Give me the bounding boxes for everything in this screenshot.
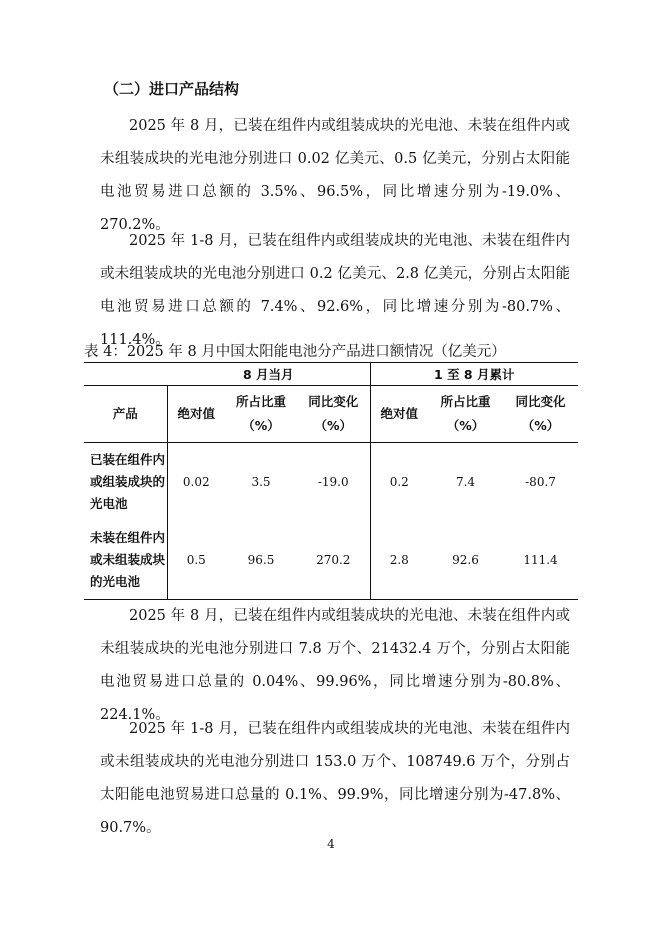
- header-month: 8 月当月: [167, 363, 370, 386]
- month-share-cell: 3.5: [251, 475, 271, 489]
- ytd-share-cell: 7.4: [455, 475, 476, 489]
- header-month-share-label: 所占比重: [235, 394, 286, 409]
- table-column-header-row: [84, 386, 578, 443]
- product-name-cell: 已装在组件内或组装成块的光电池: [90, 452, 166, 511]
- product-name-cell: 未装在组件内或未组装成块的光电池: [84, 521, 167, 600]
- header-ytd-abs: 绝对值: [370, 386, 428, 443]
- month-yoy-cell: -19.0: [317, 475, 349, 489]
- month-yoy-cell: 270.2: [297, 521, 370, 600]
- ytd-abs-cell: 0.2: [370, 443, 428, 522]
- header-month-share-unit: （%）: [242, 418, 280, 433]
- ytd-yoy-cell: -80.7: [525, 475, 556, 489]
- paragraph-aug-import-volume: 2025 年 8 月，已装在组件内或组装成块的光电池、未装在组件内或未组装成块的光电池分别进口 7.8 万个、21432.4 万个，分别占太阳能电池贸易进口总量的 0.04%、99.96%，同比增速分别为-80.8%、224.1%。: [100, 608, 570, 723]
- header-blank: [84, 363, 167, 386]
- header-ytd-share-unit: （%）: [446, 418, 485, 433]
- ytd-share-cell: 92.6: [428, 521, 503, 600]
- ytd-abs-cell: 2.8: [370, 521, 428, 600]
- section-heading: （二）进口产品结构: [104, 80, 240, 98]
- header-product: 产品: [84, 386, 167, 443]
- header-ytd-yoy-unit: （%）: [521, 418, 560, 433]
- table-caption: 表 4：2025 年 8 月中国太阳能电池分产品进口额情况（亿美元）: [84, 344, 506, 360]
- month-abs-cell: 0.5: [167, 521, 225, 600]
- header-month-yoy-unit: （%）: [314, 418, 353, 433]
- header-month-yoy: [297, 386, 370, 443]
- table-row: [84, 443, 578, 522]
- header-month-share: [225, 386, 297, 443]
- table-row: [84, 521, 578, 600]
- paragraph-ytd-import-volume: 2025 年 1-8 月，已装在组件内或组装成块的光电池、未装在组件内或未组装成块的光电池分别进口 153.0 万个、108749.6 万个，分别占太阳能电池贸易进口总量的 0.1%、99.9%，同比增速分别为-47.8%、90.7%。: [100, 721, 570, 836]
- ytd-yoy-cell: 111.4: [503, 521, 578, 600]
- import-table: [84, 362, 578, 600]
- header-month-abs: 绝对值: [167, 386, 225, 443]
- month-share-cell: 96.5: [225, 521, 297, 600]
- header-ytd-yoy: [503, 386, 578, 443]
- header-ytd-share: [428, 386, 503, 443]
- header-ytd-yoy-label: 同比变化: [515, 394, 566, 409]
- paragraph-ytd-import-value: 2025 年 1-8 月，已装在组件内或组装成块的光电池、未装在组件内或未组装成块的光电池分别进口 0.2 亿美元、2.8 亿美元，分别占太阳能电池贸易进口总额的 7.4%、92.6%，同比增速分别为-80.7%、111.4%。: [100, 233, 570, 348]
- month-abs-cell: 0.02: [167, 443, 225, 522]
- table-group-header-row: [84, 363, 578, 386]
- header-ytd: 1 至 8 月累计: [370, 363, 578, 386]
- paragraph-aug-import-value: 2025 年 8 月，已装在组件内或组装成块的光电池、未装在组件内或未组装成块的光电池分别进口 0.02 亿美元、0.5 亿美元，分别占太阳能电池贸易进口总额的 3.5%、96.5%，同比增速分别为-19.0%、270.2%。: [100, 118, 570, 233]
- header-month-yoy-label: 同比变化: [308, 394, 359, 409]
- page-number: 4: [327, 837, 335, 851]
- header-ytd-share-label: 所占比重: [440, 394, 491, 409]
